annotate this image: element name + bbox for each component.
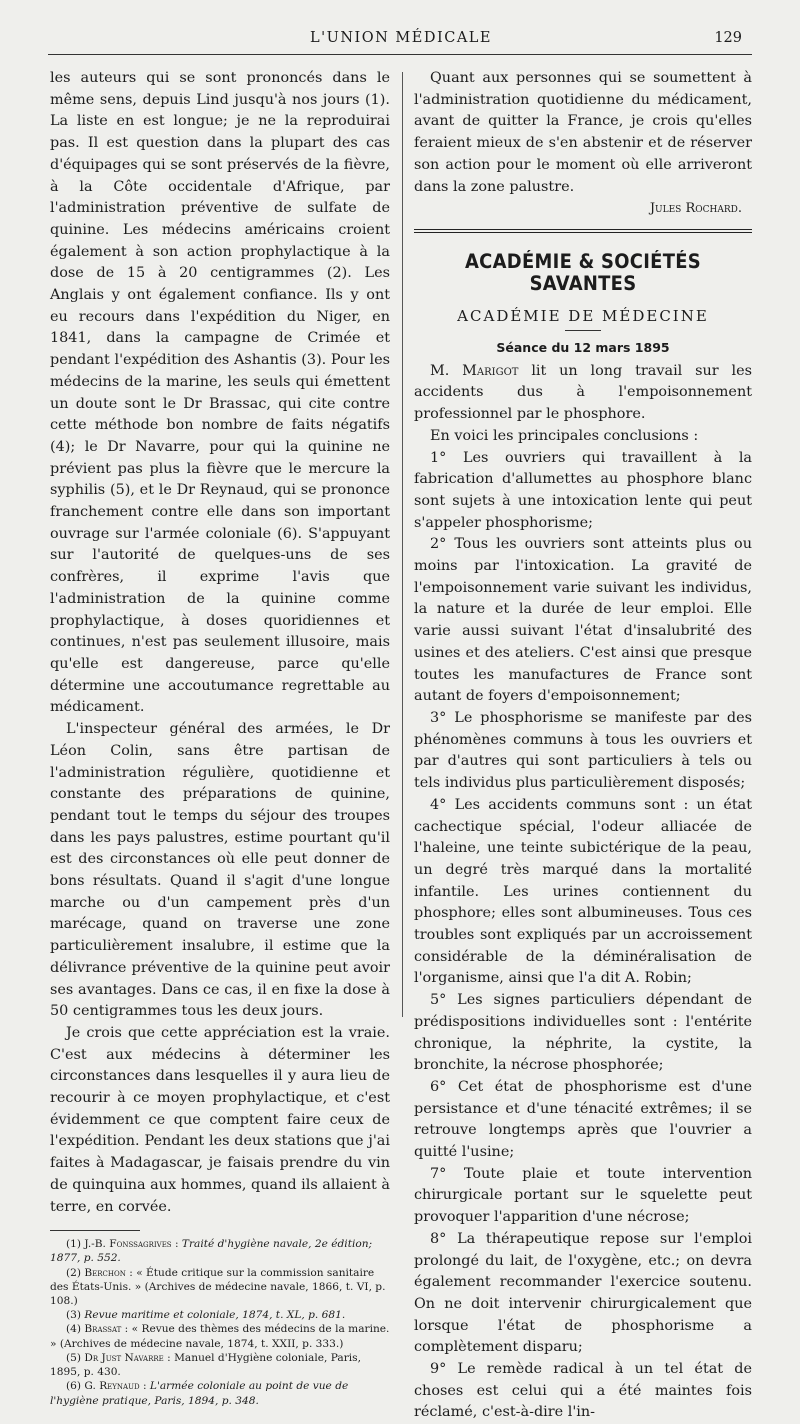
footnote: (3) Revue maritime et coloniale, 1874, t. XL, p. 681. bbox=[66, 1309, 346, 1322]
page-number: 129 bbox=[714, 30, 742, 46]
footnote: (2) Berchon : « Étude critique sur la commission sanitaire des États-Unis. » (Archives de médecine navale, 1866, t. VI, p. 108.) bbox=[50, 1266, 386, 1308]
footnotes bbox=[50, 1237, 390, 1407]
paragraph: M. Marigot lit un long travail sur les accidents dus à l'empoisonnement professionnel par le phosphore. bbox=[414, 362, 752, 423]
journal-title: L'UNION MÉDICALE bbox=[310, 30, 492, 46]
paragraph: Je crois que cette appréciation est la vraie. C'est aux médecins à déterminer les circonstances dans lesquelles il y aura lieu de recourir à ce moyen prophylactique, et c'est évidemment ce que comptent faire ceux de l'expédition. Pendant les deux stations que j'ai faites à Madagascar, je faisais prendre du vin de quinquina aux hommes, quand ils allaient à terre, en corvée. bbox=[50, 1024, 390, 1215]
left-column bbox=[50, 68, 390, 1408]
footnote: (6) G. Reynaud : L'armée coloniale au point de vue de l'hygiène pratique, Paris, 1894, p. 348. bbox=[50, 1380, 349, 1407]
running-header bbox=[50, 28, 752, 54]
right-column bbox=[414, 68, 752, 1424]
conclusion: 5° Les signes particuliers dépendant de prédispositions individuelles sont : l'entérite chronique, la néphrite, la cystite, la bronchite, la nécrose phosphorée; bbox=[414, 992, 752, 1074]
conclusion: 3° Le phosphorisme se manifeste par des phénomènes communs à tous les ouvriers et par d'autres qui sont particuliers à tels ou tels individus plus particulièrement disposés; bbox=[414, 709, 752, 792]
header-rule bbox=[48, 54, 752, 55]
footnote: (1) J.-B. Fonssagrives : Traité d'hygiène navale, 2e édition; 1877, p. 552. bbox=[50, 1238, 373, 1265]
footnote: (4) Brassat : « Revue des thèmes des médecins de la marine. » (Archives de médecine navale, 1874, t. XXII, p. 333.) bbox=[50, 1323, 390, 1350]
double-rule-bottom bbox=[414, 232, 752, 233]
conclusion: 1° Les ouvriers qui travaillent à la fabrication d'allumettes au phosphore blanc sont sujets à une intoxication lente qui peut s'appeler phosphorisme; bbox=[414, 449, 752, 531]
speaker: M. Marigot bbox=[430, 362, 519, 379]
session-date: Séance du 12 mars 1895 bbox=[496, 340, 670, 356]
conclusion: 9° Le remède radical à un tel état de choses est celui qui a été maintes fois réclamé, c'est-à-dire l'in- bbox=[414, 1361, 752, 1421]
footnote-rule bbox=[50, 1230, 140, 1231]
paragraph: En voici les principales conclusions : bbox=[430, 427, 699, 444]
footnote: (5) Dr Just Navarre : Manuel d'Hygiène coloniale, Paris, 1895, p. 430. bbox=[50, 1351, 361, 1379]
paragraph: les auteurs qui se sont prononcés dans le même sens, depuis Lind jusqu'à nos jours (1). La liste en est longue; je ne la reproduirai pas. Il est question dans la plupart des cas d'équipages qui se sont préservés de la fièvre, à la Côte occidentale d'Afrique, par l'administration préventive de sulfate de quinine. Les médecins américains croient également à son action prophylactique à la dose de 15 à 20 centigrammes (2). Les Anglais y ont également confiance. Ils y ont eu recours dans l'expédition du Niger, en 1841, dans la campagne de Crimée et pendant l'expédition des Ashantis (3). Pour les médecins de la marine, les seuls qui émettent un doute sont le Dr Brassac, qui cite contre cette méthode bon nombre de faits négatifs (4); le Dr Navarre, pour qui la quinine ne prévient pas plus la fièvre que le mercure la syphilis (5), et le Dr Reynaud, qui se prononce franchement contre elle dans son important ouvrage sur l'armée coloniale (6). S'appuyant sur l'autorité de quelques-uns de ses confrères, il exprime l'avis que l'administration de la quinine comme prophylactique, à doses quoridiennes et continues, n'est pas seulement illusoire, mais qu'elle est dangereuse, parce qu'elle détermine une accoutumance regrettable au médicament. bbox=[50, 70, 390, 716]
paragraph: L'inspecteur général des armées, le Dr Léon Colin, sans être partisan de l'administration régulière, quotidienne et constante des préparations de quinine, pendant tout le temps du séjour des troupes dans les pays palustres, estime pourtant qu'il est des circonstances où elle peut donner de bons résultats. Quand il s'agit d'une longue marche ou d'un campement près d'un marécage, quand on traverse une zone particulièrement insalubre, il estime que la délivrance préventive de la quinine peut avoir ses avantages. Dans ce cas, il en fixe la dose à 50 centigrammes tous les deux jours. bbox=[50, 721, 390, 1020]
conclusion: 4° Les accidents communs sont : un état cachectique spécial, l'odeur alliacée de l'haleine, une teinte subictérique de la peau, un degré très marqué dans la mortalité infantile. Les urines contiennent du phosphore; elles sont albumineuses. Tous ces troubles sont expliqués par un accroissement considérable de la déminéralisation de l'organisme, ainsi que l'a dit A. Robin; bbox=[414, 796, 752, 987]
conclusion: 7° Toute plaie et toute intervention chirurgicale portant sur le squelette peut provoquer l'apparition d'une nécrose; bbox=[414, 1165, 752, 1226]
conclusion: 2° Tous les ouvriers sont atteints plus ou moins par l'intoxication. La gravité de l'empoisonnement varie suivant les individus, la nature et la durée de leur emploi. Elle varie aussi suivant l'état d'insalubrité des usines et des ateliers. C'est ainsi que presque toutes les manufactures de France sont autant de foyers d'empoisonnement; bbox=[414, 536, 752, 705]
paragraph: Quant aux personnes qui se soumettent à l'administration quotidienne du médicament, avant de quitter la France, je crois qu'elles feraient mieux de s'en abstenir et de réserver son action pour le moment où elle arriveront dans la zone palustre. bbox=[414, 70, 752, 195]
subsection-title: ACADÉMIE DE MÉDECINE bbox=[457, 307, 709, 326]
signature: Jules Rochard. bbox=[649, 201, 742, 217]
double-rule-top bbox=[414, 229, 752, 230]
short-rule bbox=[565, 330, 601, 331]
conclusion: 6° Cet état de phosphorisme est d'une persistance et d'une ténacité extrêmes; il se retrouve longtemps après que l'ouvrier a quitté l'usine; bbox=[414, 1078, 752, 1161]
section-title: ACADÉMIE & SOCIÉTÉS SAVANTES bbox=[465, 249, 701, 295]
conclusion: 8° La thérapeutique repose sur l'emploi prolongé du lait, de l'oxygène, etc.; on devra également recommander l'exercice soutenu. On ne doit intervenir chirurgicalement que lorsque l'état de phosphorisme a complètement disparu; bbox=[414, 1230, 752, 1356]
column-divider bbox=[402, 72, 403, 1017]
